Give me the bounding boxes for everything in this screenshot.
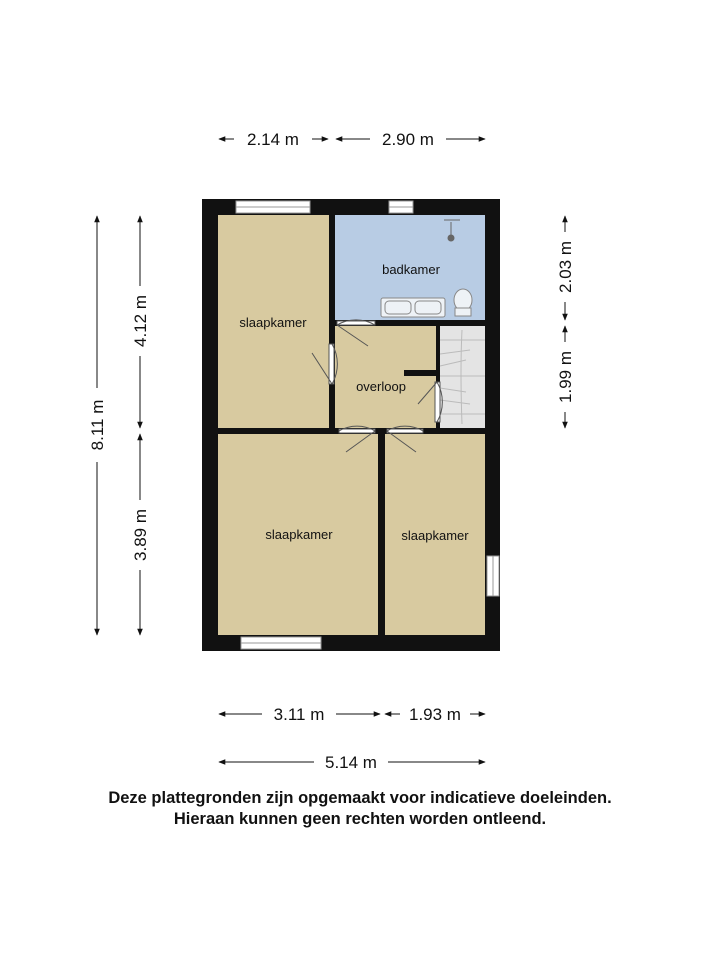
floor-stairs bbox=[440, 326, 485, 428]
dim-top-right: 2.90 m bbox=[382, 130, 434, 149]
floor-landing bbox=[335, 326, 436, 428]
dim-bottom-left: 3.11 m bbox=[273, 705, 325, 724]
toilet-icon bbox=[454, 289, 472, 316]
sink-icon bbox=[381, 298, 445, 317]
dim-right-lower: 1.99 m bbox=[556, 351, 575, 403]
disclaimer-line-2: Hieraan kunnen geen rechten worden ontleend. bbox=[173, 810, 547, 828]
dim-total-width: 5.14 m bbox=[325, 753, 377, 772]
room-label-landing: overloop bbox=[356, 379, 406, 394]
dim-bottom-right: 1.93 m bbox=[409, 705, 461, 724]
dim-right-upper: 2.03 m bbox=[556, 241, 575, 293]
room-label-bedroom-bottom-left: slaapkamer bbox=[265, 527, 333, 542]
room-label-bathroom: badkamer bbox=[382, 262, 440, 277]
dim-left-upper: 4.12 m bbox=[131, 295, 150, 347]
disclaimer-line-1: Deze plattegronden zijn opgemaakt voor indicatieve doeleinden. bbox=[108, 789, 612, 807]
room-label-bedroom-bottom-right: slaapkamer bbox=[401, 528, 469, 543]
dim-total-height: 8.11 m bbox=[88, 399, 107, 451]
dim-left-lower: 3.89 m bbox=[131, 509, 150, 561]
dim-top-left: 2.14 m bbox=[247, 130, 299, 149]
landing-wall-stub bbox=[404, 370, 438, 376]
room-label-bedroom-top-left: slaapkamer bbox=[239, 315, 307, 330]
